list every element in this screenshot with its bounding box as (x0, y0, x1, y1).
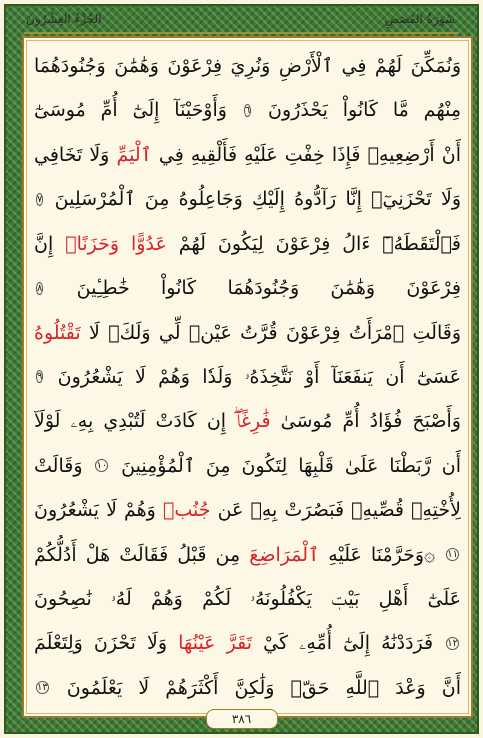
surah-title: سُورَةُ القَصَصِ (384, 12, 455, 26)
verse-line (34, 668, 461, 708)
highlighted-word: ٱلْمَرَاضِعَ (249, 543, 320, 566)
verse-line (34, 490, 461, 530)
verse-text: لِأُخْتِهِۦ قُصِّيهِۖ فَبَصُرَتْ بِهِۦ عَن (210, 499, 461, 522)
verse-text: مِن قَبْلُ فَقَالَتْ هَلْ أَدُلُّكُمْ (34, 543, 250, 566)
verse-text: أَنَّ وَعْدَ ٱللَّهِ حَقّٞ وَلَٰكِنَّ أَكْثَرَهُمْ لَا يَعْلَمُونَ (50, 676, 461, 699)
verse-line (34, 224, 461, 264)
page-number: ٣٨٦ (206, 709, 278, 729)
verse-line (34, 46, 461, 86)
verse-text: وَقَالَتْ (34, 454, 94, 477)
verse-text: وَأَوْحَيْنَآ إِلَىٰٓ أُمِّ مُوسَىٰٓ (34, 99, 242, 122)
highlighted-word: فَٰرِغًاۖ (236, 410, 271, 433)
verse-text: وَهُمْ لَا يَشْعُرُونَ (34, 499, 163, 522)
verse-text: عَلَىٰٓ أَهْلِ بَيْتٖ يَكْفُلُونَهُۥ لَكُمْ وَهُمْ لَهُۥ نَٰصِحُونَ (34, 588, 461, 611)
verse-text: وَأَصْبَحَ فُؤَادُ أُمِّ مُوسَىٰ (270, 410, 461, 433)
highlighted-word: تَقْتُلُوهُ (34, 321, 81, 344)
verse-line (34, 135, 461, 175)
ayah-number-marker: ١٢ (447, 637, 458, 649)
verse-text: وَنُمَكِّنَ لَهُمْ فِي ٱلْأَرْضِ وَنُرِيَ فِرْعَوْنَ وَهَٰمَٰنَ وَجُنُودَهُمَا (34, 55, 461, 77)
verse-text: فَرَدَدْنَٰهُ إِلَىٰٓ أُمِّهِۦ كَيْ (252, 632, 445, 655)
ayah-number-marker: ٦ (244, 104, 251, 116)
verse-text: وَلَا تَحْزَنَ وَلِتَعْلَمَ (34, 632, 179, 655)
text-panel (22, 36, 473, 718)
verse-text: فِرْعَوْنَ وَهَٰمَٰنَ وَجُنُودَهُمَا كَانُواْ خَٰطِـِٔينَ (45, 277, 461, 300)
highlighted-word: عَدُوًّا وَحَزَنًاۗ (65, 232, 167, 255)
ayah-number-marker: ٩ (37, 371, 43, 383)
verse-line (34, 579, 461, 619)
verse-line (34, 446, 461, 486)
verse-line (34, 90, 461, 130)
verse-text: فَٱلْتَقَطَهُۥٓ ءَالُ فِرْعَوْنَ لِيَكُونَ لَهُمْ (166, 232, 461, 255)
ayah-number-marker: ١١ (447, 549, 458, 561)
header-divider (24, 32, 459, 34)
verse-line (34, 268, 461, 308)
page-frame (4, 4, 479, 734)
highlighted-word: ٱلْيَمِّ (116, 143, 152, 166)
verse-line (34, 535, 461, 575)
verse-line (34, 623, 461, 663)
verse-text: وَلَا تَخَافِي (34, 143, 117, 166)
highlighted-word: جُنُبٖ (162, 499, 211, 522)
verse-text: إِنَّ (34, 232, 66, 255)
ayah-number-marker: ١٠ (96, 460, 108, 472)
verse-line (34, 401, 461, 441)
verse-text: عَسَىٰٓ أَن يَنفَعَنَآ أَوْ نَتَّخِذَهُۥ وَلَدٗا وَهُمْ لَا يَشْعُرُونَ (45, 365, 461, 388)
ayah-number-marker: ٨ (37, 282, 43, 294)
ayah-number-marker: ١٣ (37, 682, 48, 694)
highlighted-word: تَقَرَّ عَيْنُهَا (178, 632, 253, 655)
verse-text: وَقَالَتِ ٱمْرَأَتُ فِرْعَوْنَ قُرَّتُ عَيْنٖ لِّي وَلَكَۖ لَا (80, 321, 461, 344)
verse-text: وَلَا تَحْزَنِيٓۖ إِنَّا رَآدُّوهُ إِلَيْكِ وَجَاعِلُوهُ مِنَ ٱلْمُرْسَلِينَ (45, 188, 461, 211)
verse-text: إِن كَادَتْ لَتُبْدِي بِهِۦ لَوْلَآ (34, 410, 237, 433)
juz-title: الجُزْءُ العِشْرُونَ (26, 12, 102, 26)
verse-lines (34, 46, 461, 708)
ayah-number-marker: ٧ (37, 193, 43, 205)
verse-text: مِنْهُم مَّا كَانُواْ يَحْذَرُونَ (253, 99, 461, 122)
verse-line (34, 179, 461, 219)
verse-line (34, 357, 461, 397)
verse-text: ۞وَحَرَّمْنَا عَلَيْهِ (319, 543, 445, 566)
verse-text: أَن رَّبَطْنَا عَلَىٰ قَلْبِهَا لِتَكُونَ مِنَ ٱلْمُؤْمِنِينَ (110, 454, 461, 477)
verse-text: أَنْ أَرْضِعِيهِۖ فَإِذَا خِفْتِ عَلَيْهِ فَأَلْقِيهِ فِي (151, 143, 461, 166)
verse-line (34, 313, 461, 353)
